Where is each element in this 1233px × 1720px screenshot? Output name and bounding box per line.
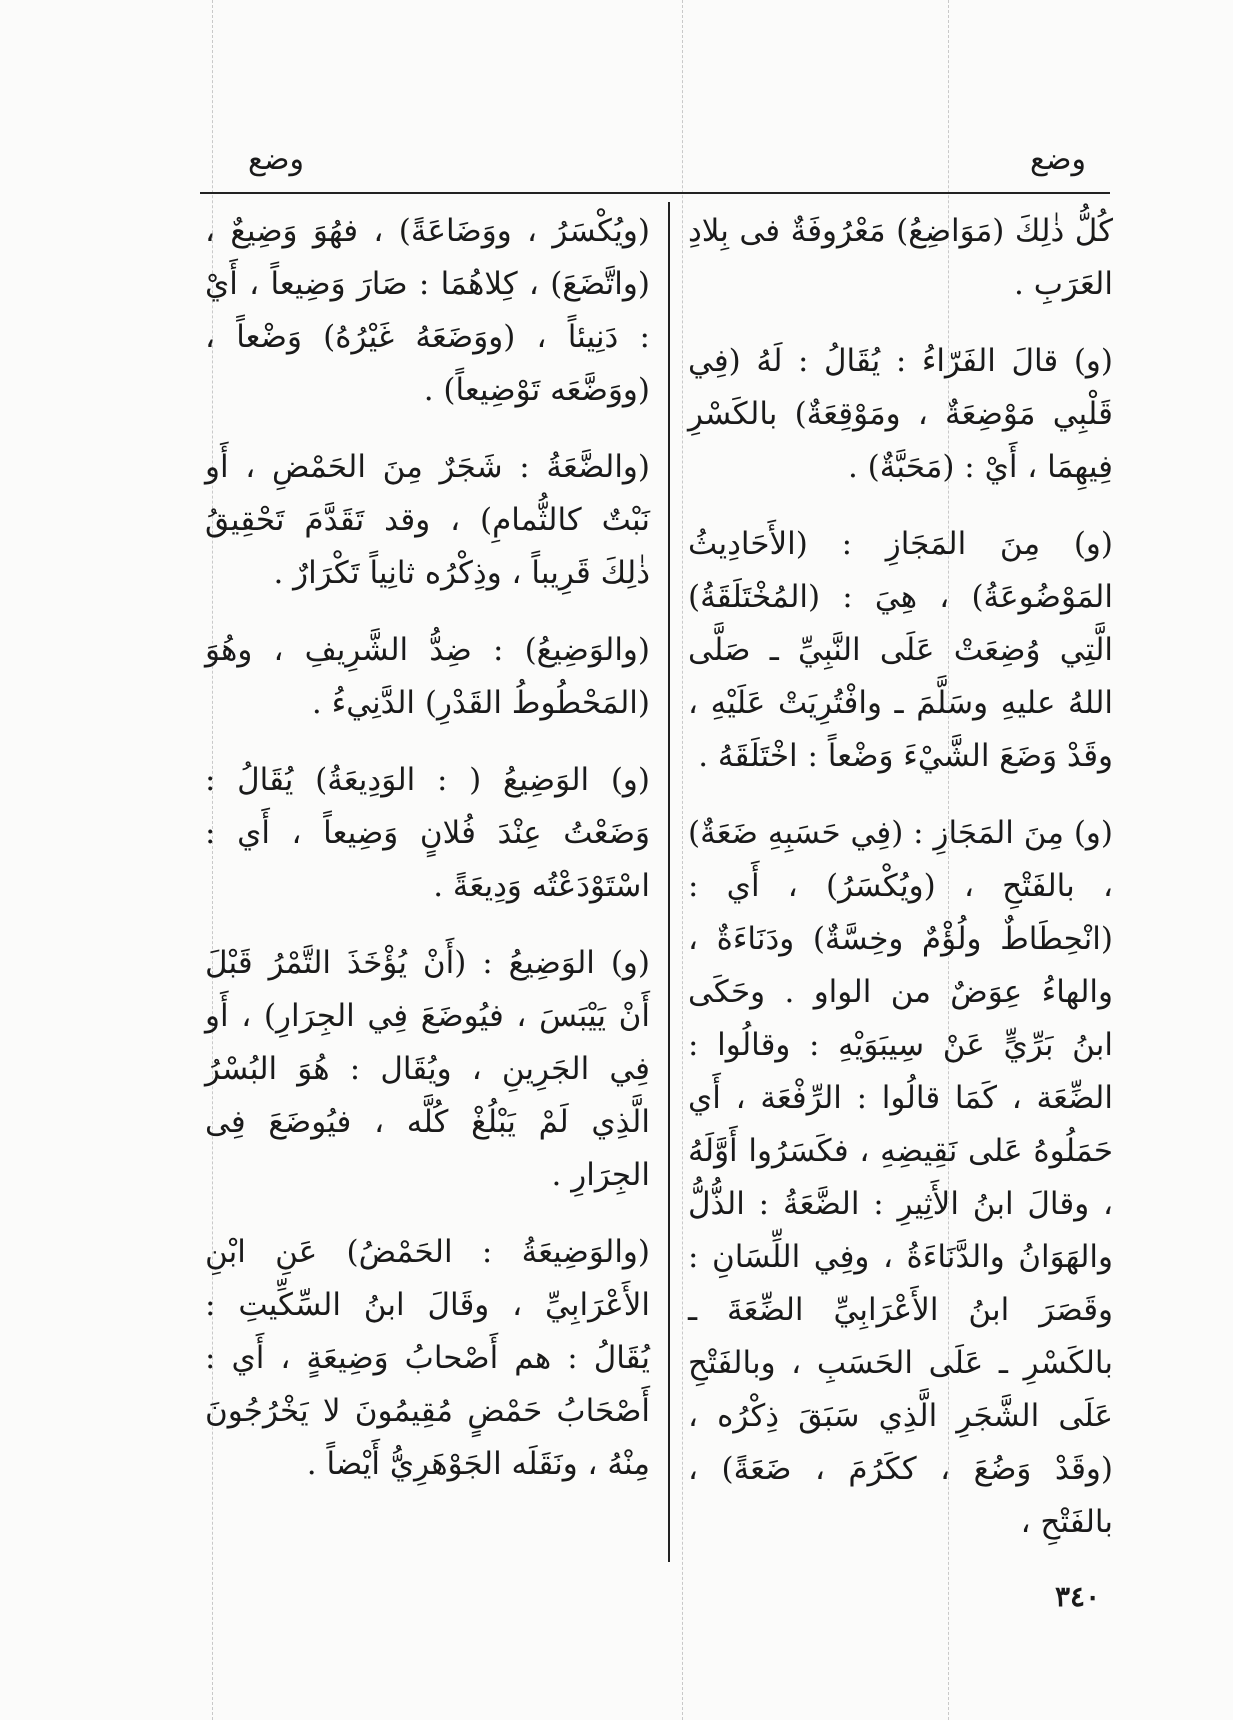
running-head-right: وضع — [1030, 142, 1086, 177]
page-number: ٣٤٠ — [1055, 1580, 1101, 1613]
entry-paragraph: (و) الوَضِيعُ ( : الوَدِيعَةُ) يُقَالُ : وَضَعْتُ عِنْدَ فُلانٍ وَضِيعاً ، أَي : اسْتَوْدَعْتُه وَدِيعَةً . — [205, 762, 650, 904]
entry-paragraph: (ويُكْسَرُ ، ووَضَاعَةً) ، فهُوَ وَضِيعٌ ، (واتَّضَعَ) ، كِلاهُمَا : صَارَ وَضِيعاً ، أَيْ : دَنِيئاً ، (ووَضَعَهُ غَيْرُهُ) وَضْعاً ، (ووَضَّعَه تَوْضِيعاً) . — [205, 213, 650, 408]
column-divider — [668, 202, 670, 1562]
entry-paragraph: (و) مِنَ المَجَازِ : (فِي حَسَبِهِ ضَعَةٌ) ، بالفَتْحِ ، (ويُكْسَرُ) ، أَي : (انْحِطَاطٌ ولُؤْمٌ وخِسَّةٌ) ودَنَاءَةٌ ، والهاءُ عِوَضٌ من الواو . وحَكَى ابنُ بَرِّيٍّ عَنْ سِيبَوَيْهِ : وقالُوا : الضِّعَة ، كَمَا قالُوا : الرِّفْعَة ، أَي حَمَلُوهُ عَلى نَقِيضِهِ ، فكَسَرُوا أَوَّلَهُ ، وقالَ ابنُ الأَثِيرِ : الضَّعَةُ : الذُّلُّ والهَوَانُ والدَّنَاءَةُ ، وفِي اللِّسَانِ : وقَصَرَ ابنُ الأَعْرَابِيِّ الضِّعَةَ ـ بالكَسْرِ ـ عَلَى الحَسَبِ ، وبالفَتْحِ عَلَى الشَّجَرِ الَّذِي سَبَقَ ذِكْرُه ، (وقَدْ وَضُعَ ، ككَرُمَ ، ضَعَةً) ، بالفَتْحِ ، — [688, 815, 1113, 1540]
right-column — [688, 205, 1113, 1573]
entry-paragraph: كُلُّ ذٰلِكَ (مَوَاضِعُ) مَعْرُوفَةٌ فى بِلادِ العَرَبِ . — [688, 213, 1113, 302]
entry-paragraph: (والوَضِيعَةُ : الحَمْضُ) عَنِ ابْنِ الأَعْرَابِيِّ ، وقَالَ ابنُ السِّكِّيتِ : يُقَالُ : هم أَصْحابُ وَضِيعَةٍ ، أَي : أَصْحَابُ حَمْضٍ مُقِيمُونَ لا يَخْرُجُونَ مِنْهُ ، ونَقَلَه الجَوْهَرِيُّ أَيْضاً . — [205, 1234, 650, 1482]
header-rule — [200, 192, 1110, 194]
left-column — [205, 205, 650, 1515]
running-head-left: وضع — [248, 142, 304, 177]
entry-paragraph: (و) الوَضِيعُ : (أَنْ يُؤْخَذَ التَّمْرُ قَبْلَ أَنْ يَيْبَسَ ، فيُوضَعَ فِي الجِرَارِ) ، أَو فِي الجَرِينِ ، ويُقَال : هُوَ البُسْرُ الَّذِي لَمْ يَبْلُغْ كُلَّه ، فيُوضَعَ فِى الجِرَارِ . — [205, 945, 650, 1193]
entry-paragraph: (والضَّعَةُ : شَجَرٌ مِنَ الحَمْضِ ، أَو نَبْتٌ كالثُّمامِ) ، وقد تَقَدَّمَ تَحْقِيقُ ذٰلِكَ قَرِيباً ، وذِكْرُه ثانِياً تَكْرَارٌ . — [205, 449, 650, 591]
scan-guide-line — [682, 0, 683, 1720]
entry-paragraph: (و) مِنَ المَجَازِ : (الأَحَادِيثُ المَوْضُوعَةُ) ، هِيَ : (المُخْتَلَقَةُ) الَّتِي وُضِعَتْ عَلَى النَّبِيِّ ـ صَلَّى اللهُ عليهِ وسَلَّمَ ـ وافْتُرِيَتْ عَلَيْهِ ، وقَدْ وَضَعَ الشَّيْءَ وَضْعاً : اخْتَلَقَهُ . — [688, 526, 1113, 774]
entry-paragraph: (والوَضِيعُ) : ضِدُّ الشَّرِيفِ ، وهُوَ (المَحْطُوطُ القَدْرِ) الدَّنِيءُ . — [205, 632, 650, 721]
entry-paragraph: (و) قالَ الفَرّاءُ : يُقَالُ : لَهُ (فِي قَلْبِي مَوْضِعَةٌ ، ومَوْقِعَةٌ) بالكَسْرِ فِيهِمَا ، أَيْ : (مَحَبَّةٌ) . — [688, 343, 1113, 485]
